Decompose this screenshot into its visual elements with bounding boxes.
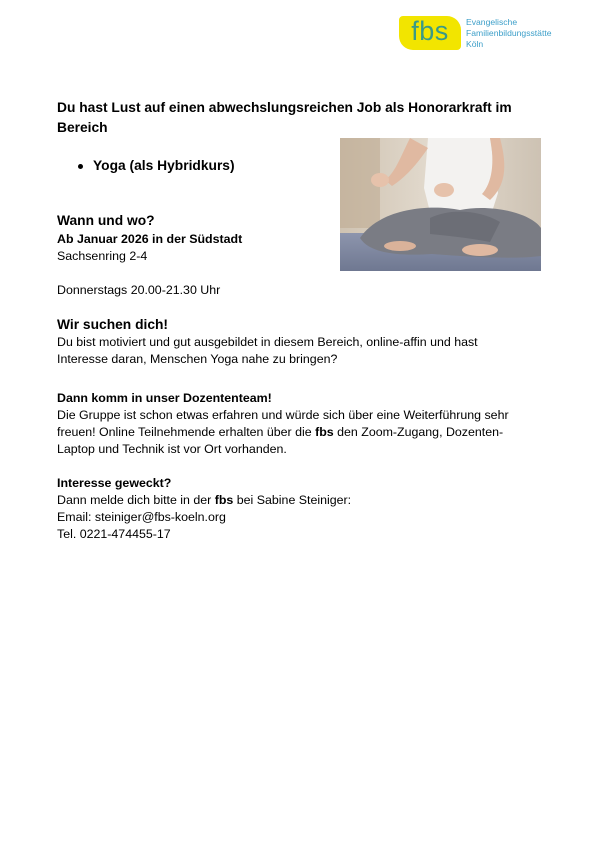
team-text-fbs: fbs [315, 425, 334, 439]
team-text [57, 407, 525, 458]
headline: Du hast Lust auf einen abwechslungsreichen Job als Honorarkraft im Bereich [57, 100, 512, 135]
logo-line-3: Köln [466, 39, 484, 49]
interest-text-part-2: bei Sabine Steiniger: [233, 493, 352, 507]
search-text: Du bist motiviert und gut ausgebildet in diesem Bereich, online-affin und hast Interesse daran, Menschen Yoga nahe zu bringen? [57, 335, 478, 366]
list-item [57, 156, 235, 176]
search-heading: Wir suchen dich! [57, 317, 169, 332]
offer-list [57, 156, 235, 176]
fbs-logo [399, 16, 569, 52]
interest-text-part-1: Dann melde dich bitte in der [57, 493, 215, 507]
bullet-icon [78, 164, 83, 169]
logo-line-2: Familienbildungsstätte [466, 28, 552, 38]
when-where-time: Donnerstags 20.00-21.30 Uhr [57, 283, 221, 297]
interest-heading: Interesse geweckt? [57, 476, 172, 490]
logo-line-1: Evangelische [466, 17, 518, 27]
interest-contact-line [57, 492, 527, 509]
when-where-heading: Wann und wo? [57, 213, 155, 228]
contact-email[interactable]: Email: steiniger@fbs-koeln.org [57, 510, 226, 524]
list-item-label: Yoga (als Hybridkurs) [93, 158, 235, 173]
logo-mark [399, 16, 461, 50]
interest-text-fbs: fbs [214, 493, 234, 507]
when-where-date: Ab Januar 2026 in der Südstadt [57, 232, 243, 246]
logo-mark-text: fbs [411, 16, 449, 46]
logo-wordmark [466, 17, 552, 50]
contact-phone[interactable]: Tel. 0221-474455-17 [57, 527, 171, 541]
team-text-part-1: Die Gruppe ist schon etwas erfahren und würde sich über eine Weiterführung sehr freuen! Online Teilnehmende erhalten über die [57, 408, 509, 439]
team-heading: Dann komm in unser Dozententeam! [57, 391, 272, 405]
when-where-address: Sachsenring 2-4 [57, 249, 148, 263]
team-text-part-2: den Zoom-Zugang, Dozenten-Laptop und Technik ist vor Ort vorhanden. [57, 425, 504, 456]
